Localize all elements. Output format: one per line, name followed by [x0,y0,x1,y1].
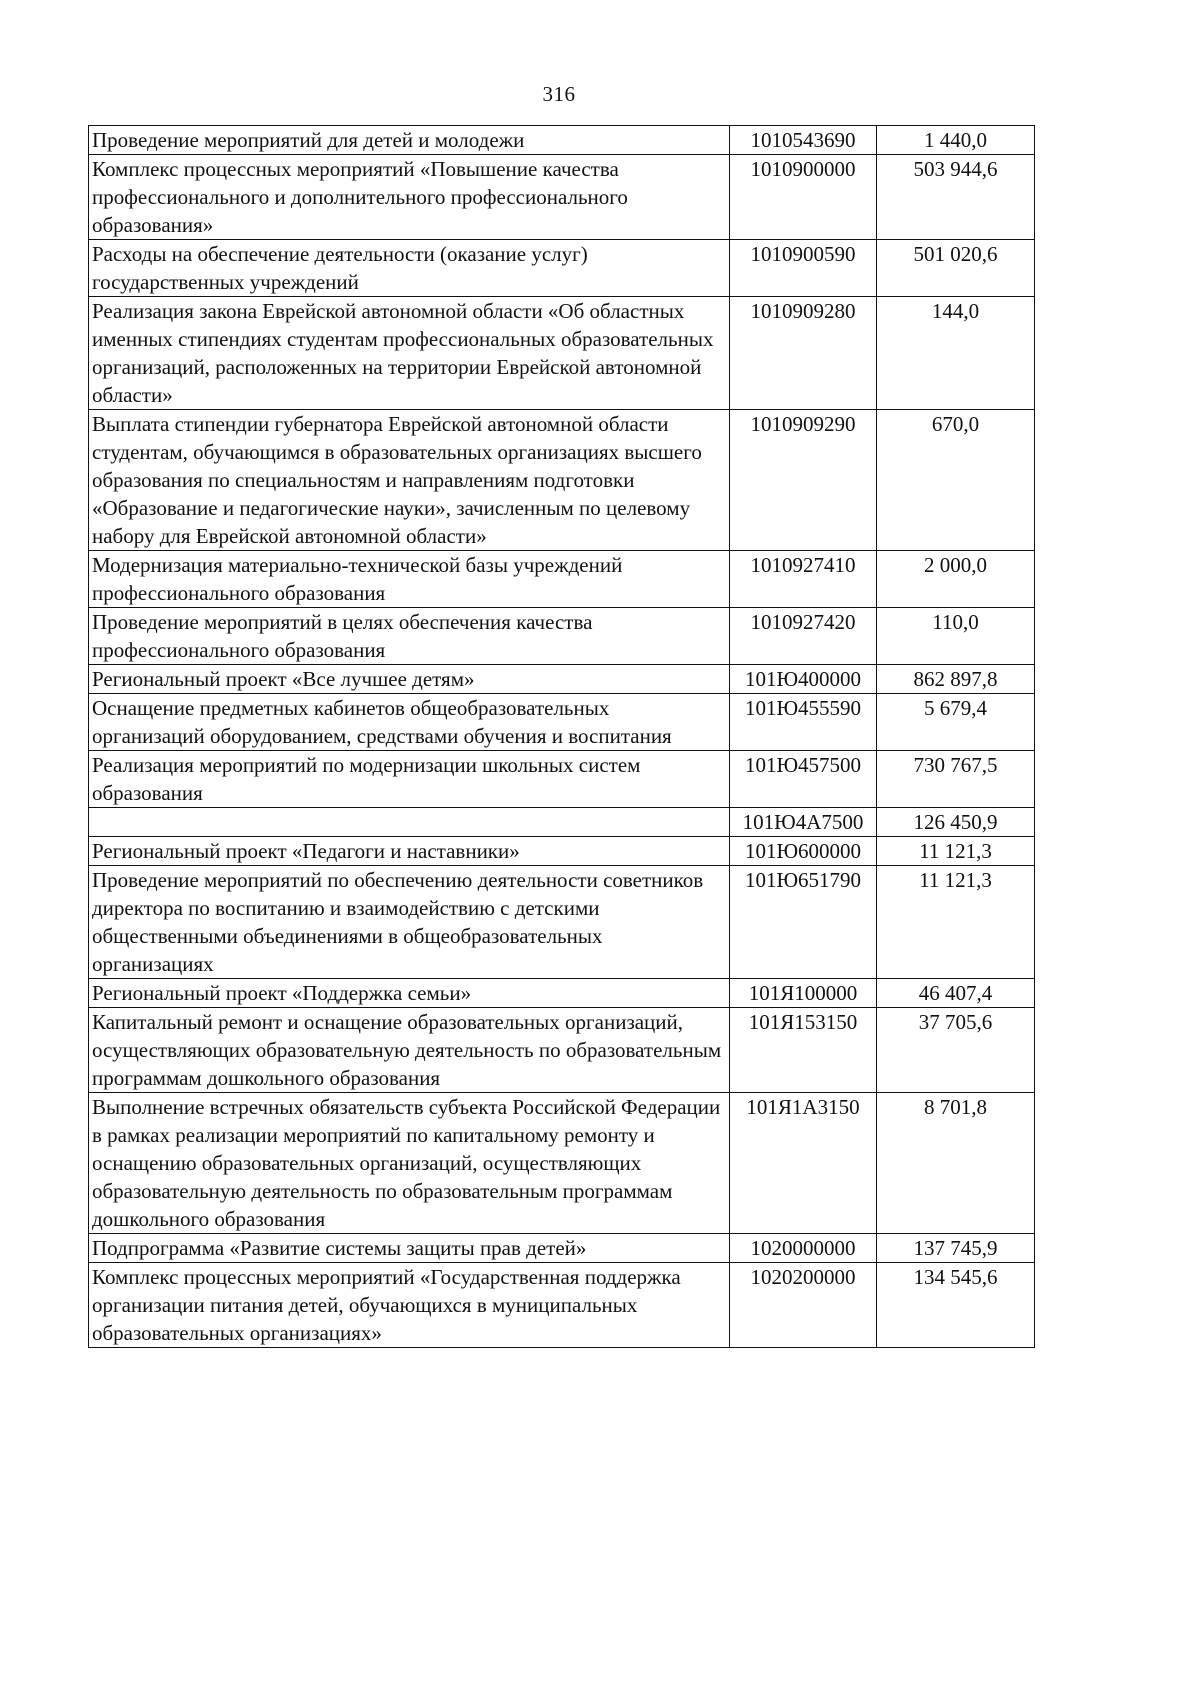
row-code: 1010909290 [730,410,877,551]
row-amount: 8 701,8 [877,1093,1035,1234]
table-row [89,866,1035,979]
row-name: Капитальный ремонт и оснащение образовательных организаций, осуществляющих образовательную деятельность по образовательным программам дошкольного образования [89,1008,730,1093]
row-name: Реализация мероприятий по модернизации школьных систем образования [89,751,730,808]
table-row [89,126,1035,155]
row-amount: 2 000,0 [877,551,1035,608]
row-code: 1010927410 [730,551,877,608]
table-row [89,694,1035,751]
row-amount: 1 440,0 [877,126,1035,155]
row-code: 101Ю400000 [730,665,877,694]
row-name: Модернизация материально-технической базы учреждений профессионального образования [89,551,730,608]
row-code: 1010900590 [730,240,877,297]
row-name: Оснащение предметных кабинетов общеобразовательных организаций оборудованием, средствами обучения и воспитания [89,694,730,751]
row-amount: 730 767,5 [877,751,1035,808]
row-code: 101Я1А3150 [730,1093,877,1234]
row-name: Выплата стипендии губернатора Еврейской автономной области студентам, обучающимся в образовательных организациях высшего образования по специальностям и направлениям подготовки «Образование и педагогические науки», зачисленным по целевому набору для Еврейской автономной области» [89,410,730,551]
row-amount: 11 121,3 [877,837,1035,866]
row-name: Выполнение встречных обязательств субъекта Российской Федерации в рамках реализации мероприятий по капитальному ремонту и оснащению образовательных организаций, осуществляющих образовательную деятельность по образовательным программам дошкольного образования [89,1093,730,1234]
row-code: 101Я153150 [730,1008,877,1093]
row-name [89,808,730,837]
row-code: 1020000000 [730,1234,877,1263]
row-code: 1010909280 [730,297,877,410]
row-amount: 144,0 [877,297,1035,410]
table-row [89,1008,1035,1093]
row-code: 1020200000 [730,1263,877,1348]
row-amount: 5 679,4 [877,694,1035,751]
row-name: Реализация закона Еврейской автономной области «Об областных именных стипендиях студентам профессиональных образовательных организаций, расположенных на территории Еврейской автономной области» [89,297,730,410]
row-code: 101Ю4А7500 [730,808,877,837]
table-row [89,808,1035,837]
table-row [89,1234,1035,1263]
row-name: Региональный проект «Все лучшее детям» [89,665,730,694]
row-amount: 862 897,8 [877,665,1035,694]
row-name: Проведение мероприятий для детей и молодежи [89,126,730,155]
row-amount: 11 121,3 [877,866,1035,979]
row-amount: 134 545,6 [877,1263,1035,1348]
budget-table-body [89,126,1035,1348]
table-row [89,979,1035,1008]
row-code: 1010543690 [730,126,877,155]
row-amount: 110,0 [877,608,1035,665]
table-row [89,410,1035,551]
row-name: Расходы на обеспечение деятельности (оказание услуг) государственных учреждений [89,240,730,297]
row-amount: 670,0 [877,410,1035,551]
table-row [89,665,1035,694]
row-amount: 503 944,6 [877,155,1035,240]
row-amount: 126 450,9 [877,808,1035,837]
table-row [89,1263,1035,1348]
row-name: Проведение мероприятий по обеспечению деятельности советников директора по воспитанию и взаимодействию с детскими общественными объединениями в общеобразовательных организациях [89,866,730,979]
table-row [89,837,1035,866]
row-name: Комплекс процессных мероприятий «Государственная поддержка организации питания детей, обучающихся в муниципальных образовательных организациях» [89,1263,730,1348]
row-code: 101Ю600000 [730,837,877,866]
row-amount: 501 020,6 [877,240,1035,297]
table-row [89,751,1035,808]
row-code: 101Ю457500 [730,751,877,808]
row-code: 101Ю651790 [730,866,877,979]
row-name: Комплекс процессных мероприятий «Повышение качества профессионального и дополнительного профессионального образования» [89,155,730,240]
table-row [89,155,1035,240]
table-row [89,240,1035,297]
row-code: 1010927420 [730,608,877,665]
table-row [89,551,1035,608]
row-amount: 37 705,6 [877,1008,1035,1093]
row-name: Подпрограмма «Развитие системы защиты прав детей» [89,1234,730,1263]
page-number: 316 [542,82,576,106]
table-row [89,608,1035,665]
row-amount: 137 745,9 [877,1234,1035,1263]
table-row [89,1093,1035,1234]
budget-table [88,125,1035,1348]
row-code: 1010900000 [730,155,877,240]
table-row [89,297,1035,410]
row-code: 101Ю455590 [730,694,877,751]
row-amount: 46 407,4 [877,979,1035,1008]
row-name: Региональный проект «Поддержка семьи» [89,979,730,1008]
row-name: Проведение мероприятий в целях обеспечения качества профессионального образования [89,608,730,665]
row-name: Региональный проект «Педагоги и наставники» [89,837,730,866]
row-code: 101Я100000 [730,979,877,1008]
